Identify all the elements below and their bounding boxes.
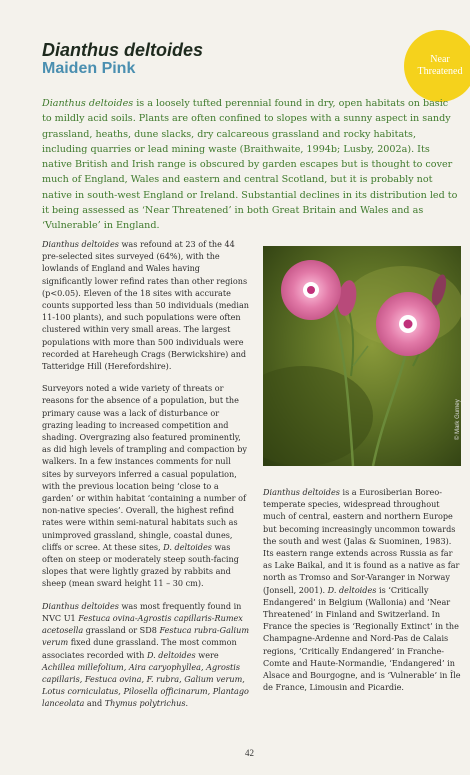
species-scientific-name: Dianthus deltoides [42,40,204,60]
body-text: . [185,698,189,709]
sci-name: D. deltoides [163,541,212,552]
badge-line-1: Near [430,54,450,65]
sci-name: D. deltoides [146,649,196,660]
sci-name: Dianthus deltoides [42,600,119,611]
species-common-name: Maiden Pink [42,60,136,77]
body-text: is a Eurosiberian Boreo-temperate species, widespread throughout much of central, eastern and northern Europe but becoming increasingly uncommon towards the south and west (Jalas & Suominen, 1983). Its eastern range extends across Russia as far as Lake Baikal, and it is found as a native as far north as Tromso and Sor-Varanger in Norway (Jonsell, 2001). [263,487,460,595]
sci-name: Festuca ovina-Agrostis capillaris-Rumex acetosella [42,612,243,636]
page-number: 42 [245,748,254,758]
body-text: and [84,698,105,709]
sci-name: Festuca rubra-Galium verum [42,625,250,648]
flower-2 [376,292,440,356]
body-text: grassland or SD8 [83,625,160,636]
body-text: Surveyors noted a wide variety of threats or reasons for the absence of a population, but the primary cause was a lack of disturbance or grazing leading to increased competition and shading. Overgrazing also featured prominently, as did high levels of trampling and compaction by walkers. In a few instances comments for null sites by surveyors inferred a casual population, with the previous location being ‘close to a garden’ or within habitat ‘containing a number of non-native species’. Overall, the highest refind rates were within semi-natural habitats such as unimproved grassland, shingle, coastal dunes, cliffs or scree. At these sites, [42,383,247,552]
sci-name: Thymus polytrichus [104,698,186,709]
sci-name: Dianthus deltoides [263,487,340,497]
left-column [42,238,250,720]
body-text: was most frequently found in NVC U1 [42,600,242,623]
body-text: is ‘Critically Endangered’ in Belgium (Wallonia) and ‘Near Threatened’ in Finland and Switzerland. In France the species is ‘Regionally Extinct’ in the Champagne-Ardenne and Nord-Pas de Calais regions, ‘Critically Endangered’ in Franche-Comte and Haute-Normandie, ‘Endangered’ in Alsace and Bourgogne, and is ‘Vulnerable’ in Île de France, Limousin and Picardie. [263,584,461,693]
badge-line-2: Threatened [417,66,463,77]
distribution-paragraph [263,486,461,693]
maiden-pink-photo [263,246,461,466]
sci-name: D. deltoides [327,584,377,595]
body-text: fixed dune grassland. The most common associates recorded with [42,637,237,660]
intro-sci-name: Dianthus deltoides [42,98,134,109]
intro-paragraph [42,96,460,234]
survey-paragraph [42,238,250,372]
flower-1 [281,260,341,320]
body-text: were [195,649,219,660]
threats-paragraph [42,382,250,589]
intro-text: is a loosely tufted perennial found in dry, open habitats on basic to mildly acid soils. Plants are often confined to slopes with a sunny aspect in sandy grassland, heaths, dune slacks, dry calcareous grassland and rocky habitats, including quarries or lead mining waste (Braithwaite, 1994b; Lusby, 2002a). Its native British and Irish range is obscured by garden escapes but is thought to cover much of England, Wales and eastern and central Scotland, but it is probably not native in south-west England or Ireland. Substantial declines in its distribution led to it being assessed as ‘Near Threatened’ in both Great Britain and Wales and as ‘Vulnerable’ in England. [42,98,458,232]
body-text: was refound at 23 of the 44 pre-selected sites surveyed (64%), with the lowlands of England and Wales having significantly lower refind rates than other regions (p<0.05). Eleven of the 18 sites with accurate counts supported less than 50 individuals (median 11-100 plants), and such populations were often clustered within very small areas. The largest populations with more than 500 individuals were recorded at Hareheugh Crags (Berwickshire) and Tatteridge Hill (Herefordshire). [42,239,249,372]
sci-name: Dianthus deltoides [42,239,119,249]
photo-credit: © Mark Gurney [455,399,461,440]
body-text: was often on steep or moderately steep south-facing slopes that were lightly grazed by rabbits and sheep (mean sward height 11 – 30 cm). [42,541,239,589]
threat-status-badge [404,30,470,102]
associates-paragraph [42,600,250,710]
sci-name: Achillea millefolium, Aira caryophyllea, Agrostis capillaris, Festuca ovina, F. rubra, Galium verum, Lotus corniculatus, Pilosella officinarum, Plantago lanceolata [42,661,249,709]
